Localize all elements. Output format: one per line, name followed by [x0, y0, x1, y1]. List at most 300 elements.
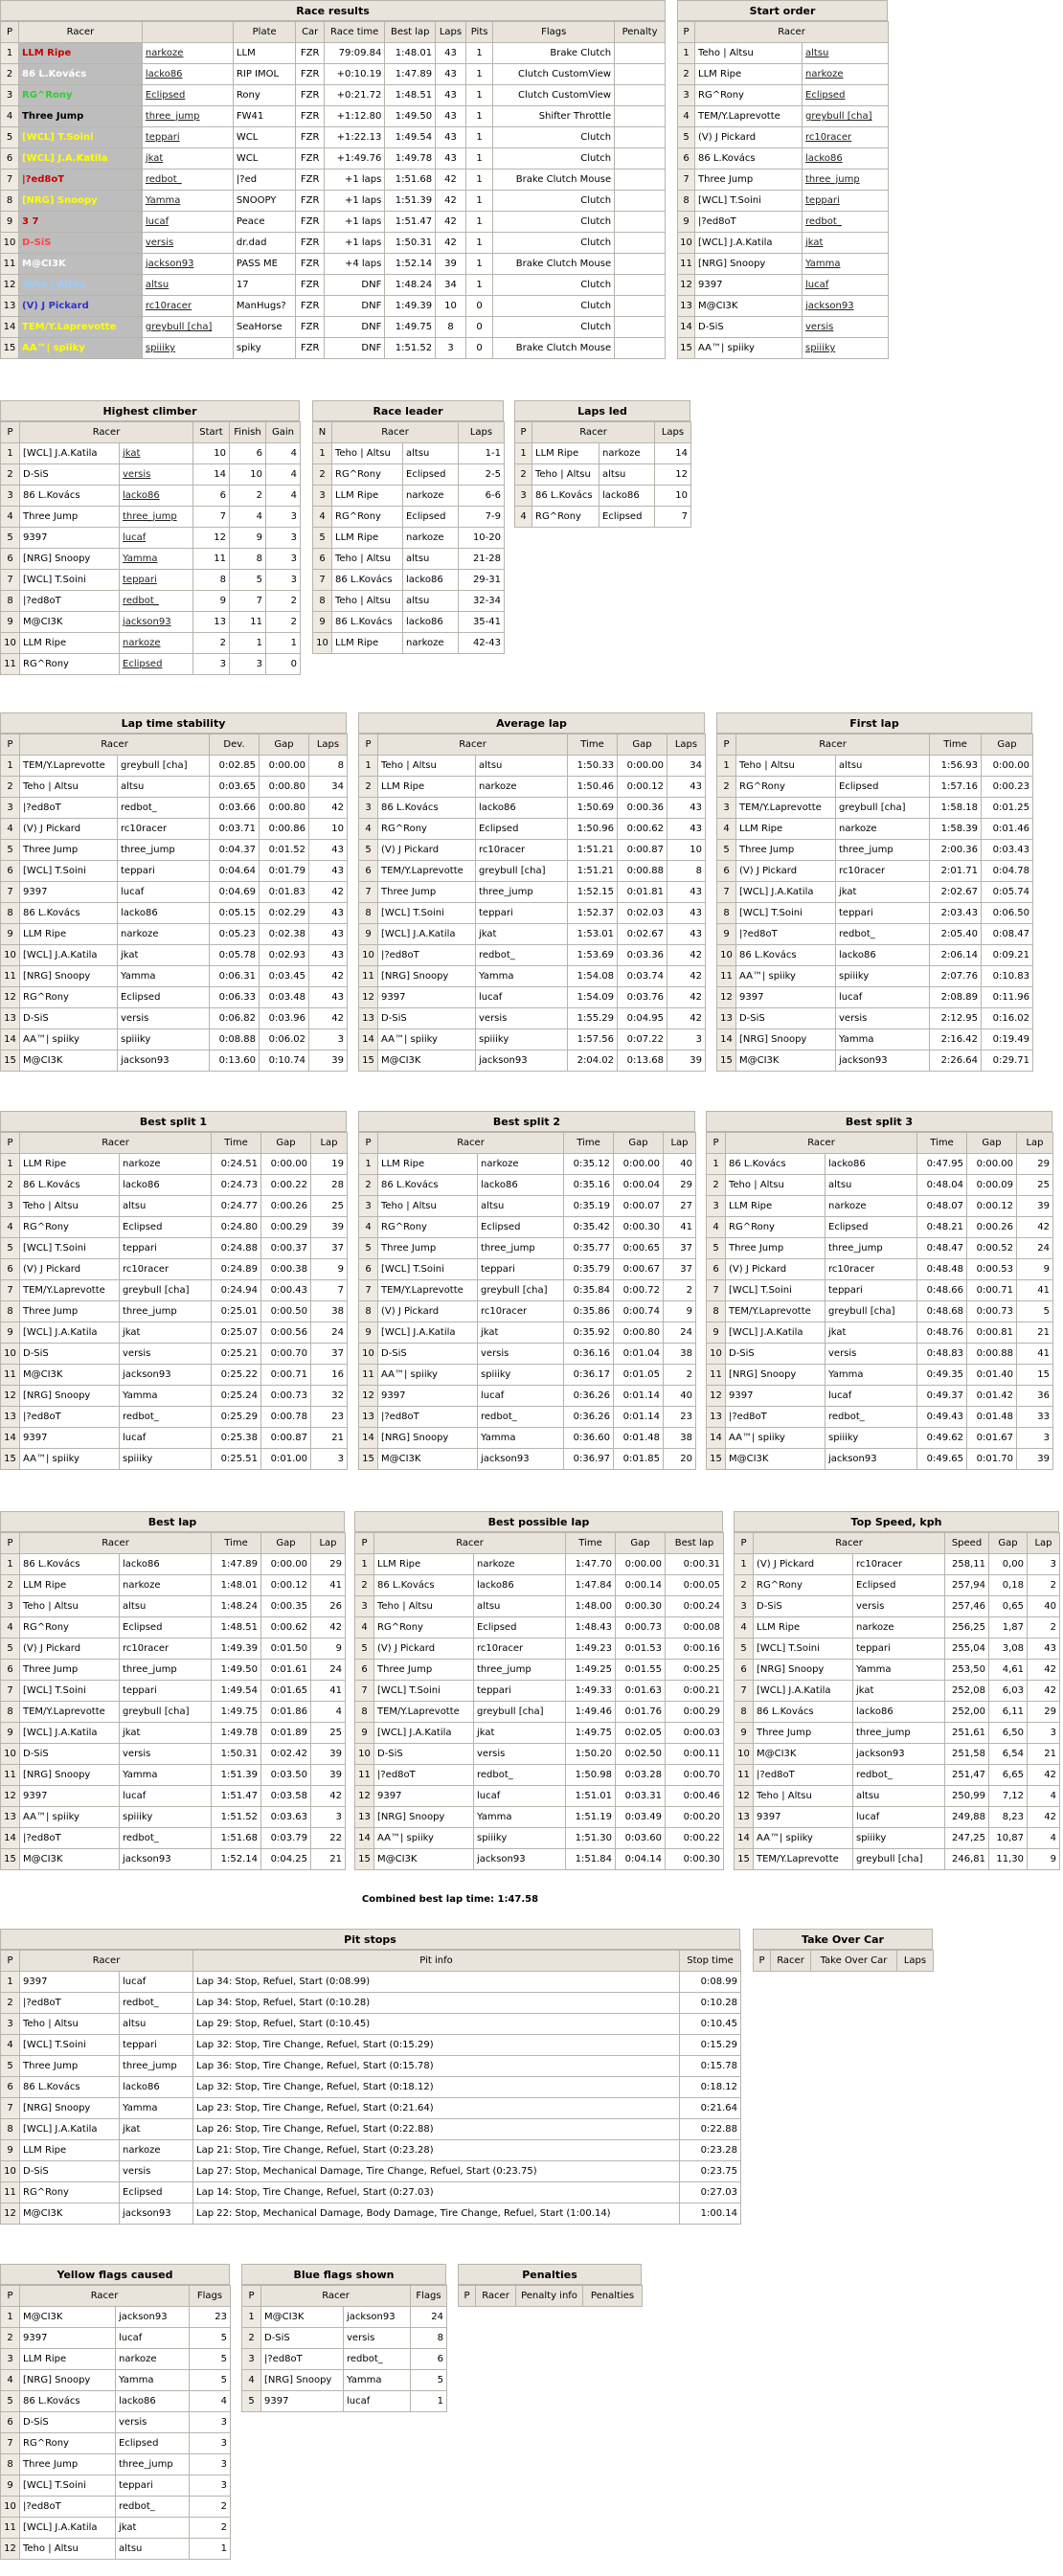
first-lap-cell: Yamma [836, 1029, 930, 1051]
lap-time-stability-cell: |?ed8oT [20, 798, 118, 819]
best-possible-lap-cell: 1:51.19 [566, 1807, 616, 1828]
race-results-cell[interactable]: jackson93 [142, 254, 233, 275]
highest-climber-cell[interactable]: jackson93 [120, 612, 193, 633]
best-possible-lap-cell: 0:00.00 [616, 1554, 666, 1575]
race-results-cell[interactable]: spiiiky [142, 338, 233, 359]
pit-stops-cell: teppari [120, 2035, 193, 2056]
average-lap-cell: 0:00.88 [618, 861, 667, 882]
race-results-cell [615, 148, 666, 169]
highest-climber-cell[interactable]: teppari [120, 570, 193, 591]
best-possible-lap-cell: teppari [474, 1681, 566, 1702]
first-lap-cell: (V) J Pickard [736, 861, 836, 882]
start-order-cell[interactable]: teppari [803, 191, 889, 212]
top-speed-cell: 249,88 [945, 1807, 989, 1828]
best-split-1-row [1, 1428, 348, 1449]
blue-flags-cell: D-SiS [261, 2328, 344, 2349]
top-speed-cell: 86 L.Kovács [754, 1702, 853, 1723]
race-results-cell[interactable]: jkat [142, 148, 233, 169]
first-lap-cell: 0:19.49 [982, 1029, 1033, 1051]
race-results-cell: FZR [296, 106, 325, 127]
best-lap-cell: 1:48.01 [212, 1575, 261, 1596]
start-order-cell[interactable]: greybull [cha] [803, 106, 889, 127]
best-split-3-cell: 24 [1017, 1238, 1053, 1259]
best-lap-row [1, 1786, 346, 1807]
best-split-2-cell: 9397 [378, 1386, 478, 1407]
best-split-1-cell: 0:25.22 [212, 1365, 261, 1386]
start-order-row [678, 254, 889, 275]
best-split-2-cell: redbot_ [478, 1407, 564, 1428]
start-order-cell: D-SiS [695, 317, 803, 338]
lap-time-stability-cell: 0:06.82 [210, 1008, 260, 1029]
best-split-1-cell: 0:25.51 [212, 1449, 261, 1470]
yellow-flags-cell: 3 [190, 2475, 231, 2497]
race-results-cell[interactable]: teppari [142, 127, 233, 148]
pit-stops-cell: LLM Ripe [20, 2140, 120, 2161]
best-split-3-cell: 0:49.65 [917, 1449, 967, 1470]
race-results-cell: DNF [324, 317, 384, 338]
best-lap-cell: redbot_ [120, 1828, 212, 1849]
race-results-cell [615, 212, 666, 233]
best-split-1-cell: 8 [1, 1301, 20, 1322]
blue-flags-cell: M@CI3K [261, 2307, 344, 2328]
first-lap-row [717, 1051, 1033, 1072]
start-order-cell[interactable]: jkat [803, 233, 889, 254]
pit-stops-header-1: Racer [20, 1951, 193, 1972]
first-lap-cell: 0:16.02 [982, 1008, 1033, 1029]
best-lap-cell: 1:49.78 [212, 1723, 261, 1744]
first-lap-cell: greybull [cha] [836, 798, 930, 819]
average-lap-cell: M@CI3K [378, 1051, 476, 1072]
best-possible-lap-header-5: Best lap [666, 1533, 724, 1554]
race-results-cell [615, 127, 666, 148]
race-results-cell: 5 [1, 127, 19, 148]
top-speed-cell: 40 [1028, 1596, 1060, 1617]
race-results-cell: 42 [436, 212, 466, 233]
best-split-2-row [359, 1301, 696, 1322]
best-split-1-cell: 16 [311, 1365, 348, 1386]
take-over-car-header-2: Take Over Car [811, 1951, 897, 1972]
race-leader-cell: altsu [403, 549, 459, 570]
best-possible-lap-cell: 0:01.53 [616, 1638, 666, 1660]
best-possible-lap-header-3: Time [566, 1533, 616, 1554]
yellow-flags-cell: [WCL] J.A.Katila [20, 2518, 116, 2539]
best-split-2-cell: 40 [664, 1154, 696, 1175]
yellow-flags-row [1, 2454, 231, 2475]
best-split-1-cell: 25 [311, 1196, 348, 1217]
best-lap-cell: spiiiky [120, 1807, 212, 1828]
first-lap-row [717, 819, 1033, 840]
best-split-1-row [1, 1238, 348, 1259]
laps-led-cell: 12 [655, 464, 691, 486]
highest-climber-cell[interactable]: lucaf [120, 528, 193, 549]
start-order-cell[interactable]: Eclipsed [803, 85, 889, 106]
race-results-cell: 1 [465, 127, 493, 148]
race-results-cell: 1:51.39 [385, 191, 436, 212]
best-lap-cell: 0:03.50 [261, 1765, 311, 1786]
race-results-cell: PASS ME [233, 254, 295, 275]
race-results-cell[interactable]: altsu [142, 275, 233, 296]
best-possible-lap-cell: versis [474, 1744, 566, 1765]
best-possible-lap-panel [354, 1511, 723, 1870]
highest-climber-cell: 11 [193, 549, 230, 570]
top-speed-cell: AA™| spiiky [754, 1828, 853, 1849]
best-possible-lap-cell: jkat [474, 1723, 566, 1744]
best-split-1-cell: 39 [311, 1217, 348, 1238]
highest-climber-row [1, 570, 301, 591]
laps-led-table [514, 421, 691, 528]
lap-time-stability-cell: LLM Ripe [20, 924, 118, 945]
race-results-cell: FZR [296, 127, 325, 148]
blue-flags-header-1: Racer [261, 2286, 411, 2307]
lap-time-stability-cell: 0:06.31 [210, 966, 260, 987]
best-lap-cell: versis [120, 1744, 212, 1765]
best-possible-lap-cell: 1:50.20 [566, 1744, 616, 1765]
top-speed-cell: 250,99 [945, 1786, 989, 1807]
yellow-flags-cell: narkoze [116, 2349, 190, 2370]
best-possible-lap-cell: [WCL] T.Soini [374, 1681, 474, 1702]
top-speed-cell: 1 [735, 1554, 754, 1575]
combined-best-lap: Combined best lap time: 1:47.58 [361, 1894, 539, 1905]
first-lap-row [717, 882, 1033, 903]
pit-stops-cell: lucaf [120, 1972, 193, 1993]
best-split-3-cell: 5 [707, 1238, 726, 1259]
best-split-3-cell: 0:00.00 [967, 1154, 1017, 1175]
average-lap-cell: 7 [359, 882, 378, 903]
top-speed-cell: 4,61 [989, 1660, 1028, 1681]
race-results-cell: 43 [436, 64, 466, 85]
start-order-cell[interactable]: jackson93 [803, 296, 889, 317]
pit-stops-cell: Teho | Altsu [20, 2014, 120, 2035]
lap-time-stability-cell: 0:01.79 [260, 861, 309, 882]
average-lap-cell: 1 [359, 756, 378, 777]
top-speed-cell: spiiiky [853, 1828, 945, 1849]
blue-flags-cell: 2 [242, 2328, 261, 2349]
yellow-flags-cell: 12 [1, 2539, 20, 2560]
lap-time-stability-cell: 0:04.69 [210, 882, 260, 903]
race-results-cell[interactable]: versis [142, 233, 233, 254]
pit-stops-row [1, 2182, 741, 2203]
best-split-1-cell: 37 [311, 1344, 348, 1365]
start-order-cell: 10 [678, 233, 695, 254]
start-order-cell[interactable]: redbot_ [803, 212, 889, 233]
start-order-row [678, 85, 889, 106]
race-results-cell[interactable]: rc10racer [142, 296, 233, 317]
start-order-cell[interactable]: narkoze [803, 64, 889, 85]
yellow-flags-cell: 1 [190, 2539, 231, 2560]
best-lap-panel [0, 1511, 345, 1870]
best-split-2-cell: 4 [359, 1217, 378, 1238]
top-speed-cell: 253,50 [945, 1660, 989, 1681]
race-results-cell[interactable]: redbot_ [142, 169, 233, 191]
best-split-3-cell: 0:01.67 [967, 1428, 1017, 1449]
highest-climber-cell: 13 [193, 612, 230, 633]
best-split-1-cell: 32 [311, 1386, 348, 1407]
best-lap-cell: 24 [311, 1660, 346, 1681]
lap-time-stability-cell: 3 [1, 798, 20, 819]
race-results-cell[interactable]: Eclipsed [142, 85, 233, 106]
average-lap-cell: 43 [667, 798, 706, 819]
race-results-header-7: Laps [436, 22, 466, 43]
race-results-cell: +1 laps [324, 212, 384, 233]
race-results-cell[interactable]: lucaf [142, 212, 233, 233]
best-split-3-cell: 21 [1017, 1322, 1053, 1344]
average-lap-row [359, 840, 706, 861]
average-lap-cell: 2:04.02 [568, 1051, 618, 1072]
best-possible-lap-cell: 0:01.63 [616, 1681, 666, 1702]
pit-stops-row [1, 2140, 741, 2161]
lap-time-stability-cell: 34 [309, 777, 348, 798]
top-speed-cell: 1,87 [989, 1617, 1028, 1638]
best-split-3-cell: LLM Ripe [726, 1196, 826, 1217]
average-lap-cell: greybull [cha] [476, 861, 568, 882]
best-lap-cell: 0:00.35 [261, 1596, 311, 1617]
lap-time-stability-title: Lap time stability [0, 712, 347, 734]
average-lap-cell: 42 [667, 1008, 706, 1029]
race-results-cell: 1:47.89 [385, 64, 436, 85]
best-split-2-cell: TEM/Y.Laprevotte [378, 1280, 478, 1301]
start-order-cell: 14 [678, 317, 695, 338]
highest-climber-row [1, 633, 301, 654]
race-results-cell: TEM/Y.Laprevotte [19, 317, 143, 338]
first-lap-cell: 1 [717, 756, 736, 777]
race-results-cell: 1 [465, 43, 493, 64]
best-split-3-cell: 0:01.48 [967, 1407, 1017, 1428]
highest-climber-cell: 7 [230, 591, 266, 612]
best-lap-row [1, 1638, 346, 1660]
top-speed-cell: 42 [1028, 1765, 1060, 1786]
start-order-cell[interactable]: three_jump [803, 169, 889, 191]
best-split-2-cell: 0:35.19 [564, 1196, 614, 1217]
highest-climber-cell[interactable]: lacko86 [120, 486, 193, 507]
race-results-cell: 1:51.68 [385, 169, 436, 191]
take-over-car-table [753, 1950, 934, 1972]
yellow-flags-cell: Yamma [116, 2370, 190, 2391]
best-lap-cell: lucaf [120, 1786, 212, 1807]
first-lap-cell: 2:03.43 [930, 903, 982, 924]
start-order-cell[interactable]: versis [803, 317, 889, 338]
best-lap-cell: three_jump [120, 1660, 212, 1681]
best-possible-lap-cell: 0:00.20 [666, 1807, 724, 1828]
race-leader-cell: RG^Rony [332, 464, 403, 486]
best-possible-lap-cell: 10 [355, 1744, 374, 1765]
best-lap-cell: 9 [1, 1723, 20, 1744]
race-results-cell: 1 [465, 106, 493, 127]
start-order-cell[interactable]: Yamma [803, 254, 889, 275]
highest-climber-cell[interactable]: Eclipsed [120, 654, 193, 675]
best-split-3-cell: 29 [1017, 1154, 1053, 1175]
best-split-2-title: Best split 2 [358, 1111, 695, 1132]
highest-climber-row [1, 612, 301, 633]
best-lap-cell: 13 [1, 1807, 20, 1828]
race-results-cell: WCL [233, 127, 295, 148]
lap-time-stability-cell: jackson93 [118, 1051, 210, 1072]
race-results-cell[interactable]: three_jump [142, 106, 233, 127]
average-lap-cell: 43 [667, 924, 706, 945]
best-lap-cell: 8 [1, 1702, 20, 1723]
best-lap-table [0, 1532, 346, 1870]
start-order-row [678, 233, 889, 254]
highest-climber-cell[interactable]: narkoze [120, 633, 193, 654]
start-order-cell[interactable]: spiiiky [803, 338, 889, 359]
average-lap-row [359, 945, 706, 966]
race-results-cell[interactable]: narkoze [142, 43, 233, 64]
highest-climber-header-0: P [1, 422, 20, 443]
best-split-2-row [359, 1386, 696, 1407]
best-split-1-cell: RG^Rony [20, 1217, 120, 1238]
top-speed-cell: lacko86 [853, 1702, 945, 1723]
lap-time-stability-cell: 42 [309, 798, 348, 819]
pit-stops-panel [0, 1929, 740, 2225]
race-results-cell[interactable]: lacko86 [142, 64, 233, 85]
start-order-cell: 5 [678, 127, 695, 148]
best-split-2-cell: 0:01.85 [614, 1449, 664, 1470]
start-order-cell[interactable]: altsu [803, 43, 889, 64]
best-split-2-cell: 0:36.26 [564, 1386, 614, 1407]
top-speed-cell: 255,04 [945, 1638, 989, 1660]
start-order-cell[interactable]: lucaf [803, 275, 889, 296]
average-lap-cell: [WCL] T.Soini [378, 903, 476, 924]
race-results-cell [615, 317, 666, 338]
race-leader-cell: 6 [313, 549, 332, 570]
pit-stops-cell: Lap 36: Stop, Tire Change, Refuel, Start (0:15.78) [193, 2056, 680, 2077]
laps-led-panel [514, 400, 690, 528]
best-split-3-cell: 2 [707, 1175, 726, 1196]
pit-stops-cell: 4 [1, 2035, 20, 2056]
race-leader-row [313, 464, 505, 486]
blue-flags-header-0: P [242, 2286, 261, 2307]
best-split-2-cell: 0:00.80 [614, 1322, 664, 1344]
race-results-cell: Peace [233, 212, 295, 233]
lap-time-stability-cell: 0:03.71 [210, 819, 260, 840]
best-split-3-cell: RG^Rony [726, 1217, 826, 1238]
pit-stops-cell: lacko86 [120, 2077, 193, 2098]
best-split-3-cell: 0:00.73 [967, 1301, 1017, 1322]
highest-climber-row [1, 549, 301, 570]
yellow-flags-cell: 2 [190, 2497, 231, 2518]
pit-stops-row [1, 2098, 741, 2119]
race-leader-cell: narkoze [403, 486, 459, 507]
laps-led-row [515, 443, 691, 464]
average-lap-cell: 0:00.87 [618, 840, 667, 861]
average-lap-header-3: Time [568, 734, 618, 756]
best-split-1-cell: |?ed8oT [20, 1407, 120, 1428]
race-results-cell[interactable]: Yamma [142, 191, 233, 212]
average-lap-cell: 2 [359, 777, 378, 798]
race-results-cell: 1:48.24 [385, 275, 436, 296]
highest-climber-cell: 3 [266, 549, 301, 570]
best-possible-lap-cell: 0:02.50 [616, 1744, 666, 1765]
top-speed-cell: 258,11 [945, 1554, 989, 1575]
top-speed-cell: 4 [1028, 1786, 1060, 1807]
top-speed-cell: 12 [735, 1786, 754, 1807]
race-results-cell: 1 [465, 64, 493, 85]
highest-climber-cell[interactable]: versis [120, 464, 193, 486]
average-lap-cell: 42 [667, 987, 706, 1008]
best-possible-lap-cell: 0:03.31 [616, 1786, 666, 1807]
best-split-2-cell: 0:00.65 [614, 1238, 664, 1259]
average-lap-cell: 0:00.36 [618, 798, 667, 819]
best-lap-cell: |?ed8oT [20, 1828, 120, 1849]
highest-climber-cell: 6 [230, 443, 266, 464]
highest-climber-cell[interactable]: Yamma [120, 549, 193, 570]
first-lap-cell: jackson93 [836, 1051, 930, 1072]
first-lap-cell: spiiiky [836, 966, 930, 987]
best-possible-lap-header-4: Gap [616, 1533, 666, 1554]
lap-time-stability-cell: 0:04.64 [210, 861, 260, 882]
race-results-row [1, 127, 666, 148]
average-lap-cell: 0:00.62 [618, 819, 667, 840]
highest-climber-cell: 4 [266, 443, 301, 464]
top-speed-cell: 2 [1028, 1617, 1060, 1638]
start-order-cell[interactable]: rc10racer [803, 127, 889, 148]
best-lap-row [1, 1723, 346, 1744]
best-split-2-cell: 0:00.00 [614, 1154, 664, 1175]
race-leader-header-3: Laps [459, 422, 505, 443]
best-split-2-cell: 0:36.60 [564, 1428, 614, 1449]
race-results-cell: 1:52.14 [385, 254, 436, 275]
highest-climber-cell[interactable]: redbot_ [120, 591, 193, 612]
race-results-cell: 42 [436, 233, 466, 254]
first-lap-cell: AA™| spiiky [736, 966, 836, 987]
lap-time-stability-cell: 0:03.96 [260, 1008, 309, 1029]
highest-climber-cell: 5 [1, 528, 20, 549]
highest-climber-cell: 1 [230, 633, 266, 654]
average-lap-cell: 8 [359, 903, 378, 924]
best-split-2-cell: RG^Rony [378, 1217, 478, 1238]
best-split-2-cell: 3 [359, 1196, 378, 1217]
race-results-row [1, 233, 666, 254]
yellow-flags-cell: D-SiS [20, 2412, 116, 2433]
highest-climber-cell: 3 [266, 507, 301, 528]
highest-climber-cell[interactable]: jkat [120, 443, 193, 464]
first-lap-cell: altsu [836, 756, 930, 777]
best-split-1-cell: 4 [1, 1217, 20, 1238]
lap-time-stability-cell: 3 [309, 1029, 348, 1051]
first-lap-row [717, 840, 1033, 861]
lap-time-stability-header-0: P [1, 734, 20, 756]
start-order-cell[interactable]: lacko86 [803, 148, 889, 169]
average-lap-cell: 39 [667, 1051, 706, 1072]
race-results-cell [615, 169, 666, 191]
best-lap-cell: 1:49.54 [212, 1681, 261, 1702]
best-split-2-cell: 24 [664, 1322, 696, 1344]
best-split-3-cell: narkoze [826, 1196, 917, 1217]
race-results-cell: 13 [1, 296, 19, 317]
best-possible-lap-cell: 0:00.05 [666, 1575, 724, 1596]
best-split-2-cell: 9 [664, 1301, 696, 1322]
yellow-flags-row [1, 2370, 231, 2391]
best-split-1-cell: Teho | Altsu [20, 1196, 120, 1217]
best-split-3-cell: versis [826, 1344, 917, 1365]
average-lap-cell: 0:01.81 [618, 882, 667, 903]
highest-climber-cell: 2 [266, 612, 301, 633]
first-lap-cell: 2 [717, 777, 736, 798]
race-leader-cell: 7 [313, 570, 332, 591]
yellow-flags-cell: M@CI3K [20, 2307, 116, 2328]
highest-climber-cell[interactable]: three_jump [120, 507, 193, 528]
lap-time-stability-row [1, 987, 348, 1008]
race-results-cell: Brake Clutch [493, 43, 615, 64]
best-split-3-header-0: P [707, 1133, 726, 1154]
top-speed-cell: 4 [1028, 1828, 1060, 1849]
best-split-3-cell: 0:48.04 [917, 1175, 967, 1196]
best-split-1-cell: 0:00.22 [261, 1175, 311, 1196]
race-results-cell[interactable]: greybull [cha] [142, 317, 233, 338]
yellow-flags-cell: 11 [1, 2518, 20, 2539]
average-lap-cell: 15 [359, 1051, 378, 1072]
best-split-1-cell: [NRG] Snoopy [20, 1386, 120, 1407]
best-lap-cell: RG^Rony [20, 1617, 120, 1638]
